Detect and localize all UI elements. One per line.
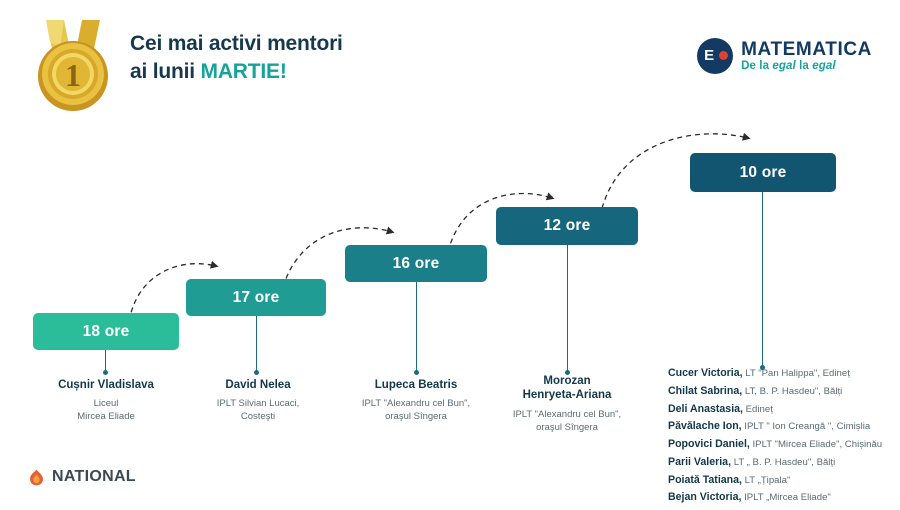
step-4-mentor-name-line-2: Henryeta-Ariana <box>522 389 612 402</box>
mentor-school: IPLT „Mircea Eliade" <box>744 492 831 504</box>
flame-svg <box>28 469 45 486</box>
flame-icon <box>28 469 45 486</box>
mentor-name: Bejan Victoria, <box>668 491 742 504</box>
brand-mark-icon <box>697 38 733 74</box>
mentor-school: IPLT "Mircea Eliade", Chișinău <box>752 439 883 451</box>
list-item <box>668 457 888 468</box>
step-2-school-line-1: IPLT Silvian Lucaci, <box>216 398 300 410</box>
list-item <box>668 386 888 397</box>
step-4-hours-pill: 12 ore <box>496 207 638 245</box>
step-5-stem <box>762 192 763 367</box>
tagline-part-1: De la <box>741 59 773 72</box>
title-line-2-prefix: ai lunii <box>130 59 201 83</box>
step-3-stem-dot <box>414 370 419 375</box>
step-2-mentor-name: David Nelea <box>225 379 291 391</box>
mentor-name: Chilat Sabrina, <box>668 384 743 397</box>
brand-mark-letter: E <box>704 47 714 64</box>
step-2-stem-dot <box>254 370 259 375</box>
footer-logo <box>28 468 136 486</box>
page-title <box>130 30 343 86</box>
list-item <box>668 404 888 415</box>
step-2-stem <box>256 316 257 372</box>
step-3-hours-pill: 16 ore <box>345 245 487 282</box>
step-1-caption <box>26 378 186 424</box>
mentor-list <box>668 368 888 510</box>
step-2-caption <box>178 378 338 424</box>
step-2-school-line-2: Costeşti <box>240 411 276 423</box>
step-1-school <box>26 398 186 424</box>
step-4-school-line-2: oraşul Sîngera <box>536 421 598 433</box>
step-3-school <box>336 398 496 424</box>
list-item <box>668 475 888 486</box>
step-2-school <box>178 398 338 424</box>
step-3-caption <box>336 378 496 424</box>
title-month-accent: MARTIE! <box>200 59 287 83</box>
mentor-name: Poiată Tatiana, <box>668 473 742 486</box>
mentor-school: LT "Pan Halippa", Edineț <box>745 368 850 379</box>
mentor-school: LT, B. P. Hasdeu", Bălți <box>744 385 843 397</box>
step-3-stem <box>416 282 417 372</box>
medal-icon <box>26 18 118 122</box>
mentor-name: Păvălache Ion, <box>668 420 742 433</box>
step-1-school-line-2: Mircea Eliade <box>77 411 135 423</box>
mentor-school: LT „Țipala" <box>744 474 791 486</box>
step-3-mentor-name: Lupeca Beatris <box>374 379 458 391</box>
title-line-1: Cei mai activi mentori <box>130 32 343 55</box>
svg-text:1: 1 <box>65 57 81 93</box>
tagline-part-4: egal <box>812 59 836 72</box>
step-1-hours-pill: 18 ore <box>33 313 179 350</box>
step-4-school <box>487 409 647 435</box>
title-line-2 <box>130 58 343 86</box>
list-item <box>668 368 888 379</box>
medal-svg <box>26 18 118 122</box>
step-1-stem <box>105 350 106 372</box>
brand-mark-dot <box>719 51 728 60</box>
tagline-part-3: la <box>795 59 813 72</box>
mentor-school: LT „ B. P. Hasdeu", Bălți <box>733 456 836 468</box>
step-4-caption <box>487 374 647 434</box>
step-4-mentor-name <box>487 374 647 403</box>
mentor-name: Popovici Daniel, <box>668 438 750 451</box>
list-item <box>668 421 888 432</box>
step-3-school-line-2: oraşul Sîngera <box>385 411 447 423</box>
brand-logo <box>697 38 872 74</box>
brand-name: MATEMATICA <box>741 39 872 61</box>
step-3-school-line-1: IPLT "Alexandru cel Bun", <box>361 398 471 410</box>
tagline-part-2: egal <box>772 59 796 72</box>
mentor-school: IPLT " Ion Creangă ", Cimișlia <box>744 421 871 433</box>
step-1-stem-dot <box>103 370 108 375</box>
brand-text <box>741 40 872 72</box>
step-4-school-line-1: IPLT "Alexandru cel Bun", <box>512 408 622 420</box>
mentor-name: Cucer Victoria, <box>668 367 743 379</box>
step-4-mentor-name-line-1: Morozan <box>543 375 591 387</box>
step-4-stem <box>567 245 568 372</box>
mentor-name: Parii Valeria, <box>668 455 732 468</box>
list-item <box>668 492 888 503</box>
step-2-hours-pill: 17 ore <box>186 279 326 316</box>
list-item <box>668 439 888 450</box>
mentor-name: Deli Anastasia, <box>668 402 743 415</box>
mentor-school: Edineț <box>745 403 773 415</box>
brand-tagline <box>741 60 872 72</box>
footer-brand-name: NATIONAL <box>52 468 136 485</box>
step-5-hours-pill: 10 ore <box>690 153 836 192</box>
step-1-mentor-name: Cușnir Vladislava <box>58 379 154 391</box>
step-1-school-line-1: Liceul <box>93 398 119 410</box>
